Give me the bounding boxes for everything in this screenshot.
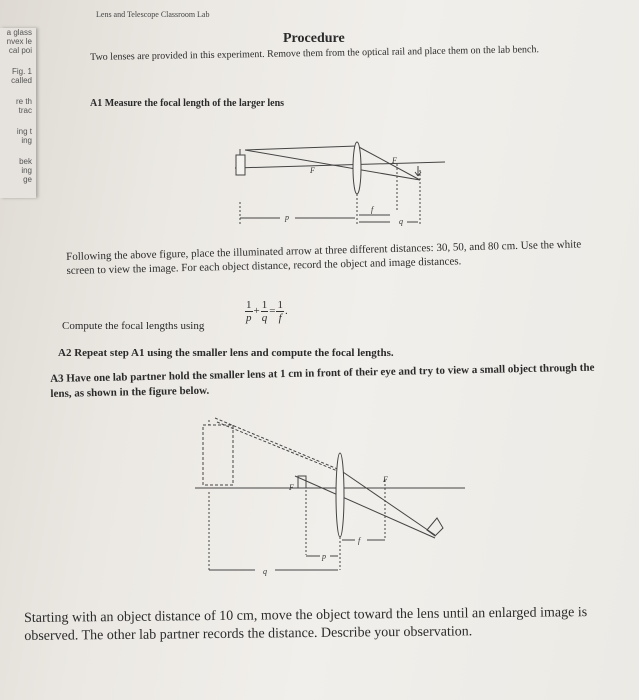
underlying-text: cal poi — [8, 46, 32, 55]
follow-paragraph: Following the above figure, place the illuminated arrow at three different distances: 30, 50, and 80 cm. Use the white screen to view the image. For each object distance, record the object and image distances. — [66, 238, 582, 277]
ray-parallel — [245, 146, 357, 150]
illuminated-arrow-object — [236, 155, 245, 175]
underlying-text: re th — [15, 97, 32, 106]
underlying-text: ge — [23, 175, 32, 184]
focal-point-label: F — [310, 166, 315, 175]
underlying-text: called — [11, 76, 32, 85]
object-distance-label: p — [285, 213, 289, 222]
ray-center — [245, 150, 420, 180]
fraction-1-over-p: $\frac{1}{p}$ — [246, 299, 252, 324]
underlying-text: nvex le — [6, 37, 32, 46]
focal-length-label: f — [371, 205, 374, 214]
underlying-page-edge — [0, 28, 36, 198]
focal-point-label: F — [383, 475, 388, 484]
image-distance-label: q — [263, 567, 267, 576]
virtual-image — [203, 425, 233, 485]
underlying-text: Fig. 1 — [11, 67, 32, 76]
intro-paragraph: Two lenses are provided in this experiment. Remove them from the optical rail and place them on the lab bench. — [90, 44, 540, 63]
virtual-ray — [217, 422, 340, 472]
figure-1-ray-diagram — [225, 140, 450, 232]
underlying-text: a glass — [6, 28, 32, 37]
step-a2-heading: A2 Repeat step A1 using the smaller lens and compute the focal lengths. — [58, 347, 394, 359]
underlying-text: bek — [19, 157, 32, 166]
fraction-1-over-q: $\frac{1}{q}$ — [261, 299, 268, 324]
converging-lens — [336, 453, 344, 537]
image-distance-label: q — [399, 217, 403, 226]
converging-lens — [353, 142, 361, 194]
optical-axis — [235, 162, 445, 168]
fraction-1-over-f: $\frac{1}{f}$ — [277, 299, 283, 324]
ray-center — [295, 476, 435, 538]
object-distance-label: p — [322, 552, 326, 561]
focal-point-label: F — [289, 483, 294, 492]
step-a1-heading: A1 Measure the focal length of the larger lens — [90, 98, 285, 109]
figure-2-magnifier-diagram — [195, 410, 470, 580]
virtual-ray — [215, 418, 340, 470]
underlying-text: trac — [18, 106, 32, 115]
focal-length-label: f — [358, 536, 361, 545]
underlying-text: ing — [21, 166, 32, 175]
underlying-text: ing t — [16, 127, 32, 136]
starting-paragraph: Starting with an object distance of 10 cm, move the object toward the lens until an enlarged image is observed. The other lab partner records the distance. Describe your observation. — [24, 605, 588, 644]
compute-instruction: Compute the focal lengths using — [62, 320, 205, 332]
page-title: Procedure — [283, 31, 345, 46]
focal-point-label: F — [392, 156, 397, 165]
step-a3-heading: A3 Have one lab partner hold the smaller lens at 1 cm in front of their eye and try to view a small object through the lens, as shown in the figure below. — [50, 361, 595, 400]
eye-icon — [427, 518, 443, 536]
lens-equation: $\frac{1}{p}$ + $\frac{1}{q}$ = $\frac{1}{f}$ . — [246, 299, 288, 324]
page-header: Lens and Telescope Classroom Lab — [96, 10, 210, 19]
underlying-text: ing — [21, 136, 32, 145]
